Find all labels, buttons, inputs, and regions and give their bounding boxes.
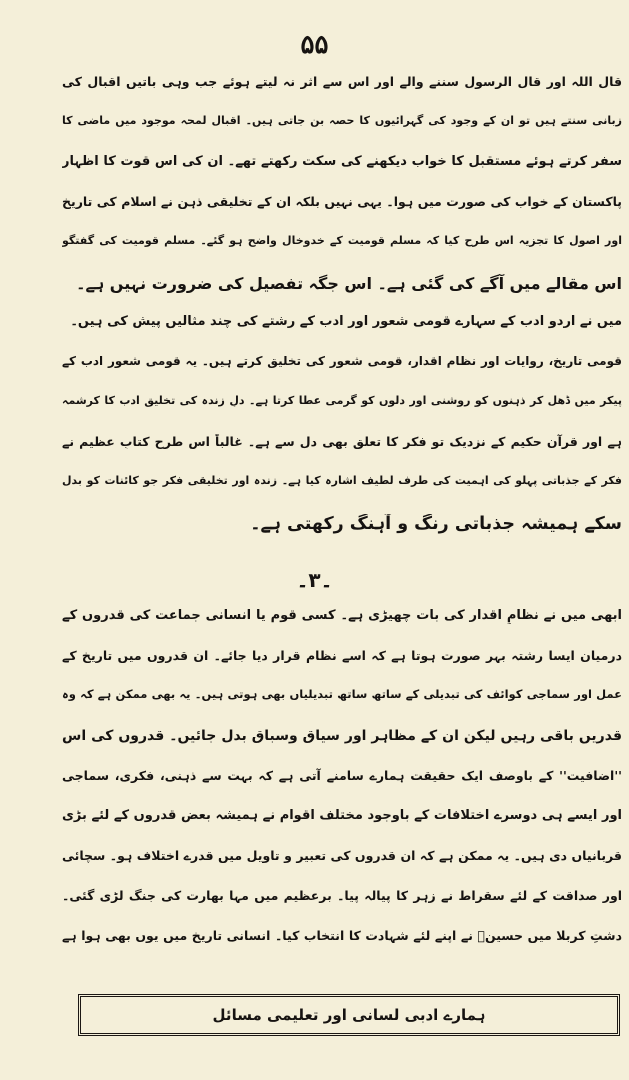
text-line: اور اصول کا تجزیہ اس طرح کیا کہ مسلم قومیت کے خدوخال واضح ہو گئے۔ مسلم قومیت کی گفتگو — [62, 234, 622, 247]
text-line: عمل اور سماجی کوائف کی تبدیلی کے ساتھ ساتھ تبدیلیاں بھی ہوتی ہیں۔ یہ بھی ممکن ہے کہ وہ — [62, 688, 622, 701]
text-line: اور ایسے ہی دوسرے اختلافات کے باوجود مختلف اقوام نے ہمیشہ بعض قدروں کے لئے بڑی — [62, 808, 622, 823]
text-line: قربانیاں دی ہیں۔ یہ ممکن ہے کہ ان قدروں کی تعبیر و تاویل میں قدرے اختلاف ہو۔ سچائی — [62, 848, 622, 863]
text-line: زبانی سنتے ہیں تو ان کے وجود کی گہرائیوں کا حصہ بن جاتی ہیں۔ اقبال لمحہ موجود میں ماضی کا — [62, 114, 622, 127]
text-line: ''اضافیت'' کے باوصف ایک حقیقت ہمارے سامنے آتی ہے کہ بہت سے ذہنی، فکری، سماجی — [62, 768, 622, 783]
text-line: اس مقالے میں آگے کی گئی ہے۔ اس جگہ تفصیل کی ضرورت نہیں ہے۔ — [76, 274, 622, 293]
text-line: فکر کے جذباتی پہلو کی اہمیت کی طرف لطیف اشارہ کیا ہے۔ زندہ اور تخلیقی فکر جو کائنات کو بدل — [62, 474, 622, 487]
text-line: میں نے اردو ادب کے سہارے قومی شعور اور ادب کے رشتے کی چند مثالیں پیش کی ہیں۔ — [70, 314, 622, 329]
text-line: دشتِ کربلا میں حسینؑ نے اپنے لئے شہادت کا انتخاب کیا۔ انسانی تاریخ میں یوں بھی ہوا ہے — [62, 928, 622, 943]
book-title-footer: ہمارے ادبی لسانی اور تعلیمی مسائل — [212, 1006, 486, 1024]
section-marker: ۔۳۔ — [296, 568, 333, 592]
text-line: سکے ہمیشہ جذباتی رنگ و آہنگ رکھتی ہے۔ — [250, 514, 622, 534]
text-line: ہے اور قرآن حکیم کے نزدیک تو فکر کا تعلق بھی دل سے ہے۔ غالباً اس طرح کتابِ عظیم نے — [62, 434, 622, 449]
text-line: قدریں باقی رہیں لیکن ان کے مظاہر اور سیاق وسباق بدل جائیں۔ قدروں کی اس — [62, 728, 622, 744]
text-line: پیکر میں ڈھل کر ذہنوں کو روشنی اور دلوں کو گرمی عطا کرتا ہے۔ دلِ زندہ کی تخلیق ادب کا کرشمہ — [62, 394, 622, 407]
text-line: قال اللہ اور قال الرسول سننے والے اور اس سے اثر نہ لیتے ہوئے جب وہی باتیں اقبال کی — [62, 74, 622, 89]
footer-box — [78, 994, 620, 1036]
text-line: قومی تاریخ، روایات اور نظام اقدار، قومی شعور کی تخلیق کرتے ہیں۔ یہ قومی شعور ادب کے — [62, 354, 622, 368]
text-line: ابھی میں نے نظامِ اقدار کی بات چھیڑی ہے۔ کسی قوم یا انسانی جماعت کی قدروں کے — [62, 608, 622, 623]
text-line: سفر کرتے ہوئے مستقبل کا خواب دیکھنے کی سکت رکھتے تھے۔ ان کی اس قوت کا اظہار — [62, 154, 622, 169]
text-line: اور صداقت کے لئے سقراط نے زہر کا پیالہ پیا۔ برعظیم میں مہا بھارت کی جنگ لڑی گئی۔ — [62, 888, 622, 903]
text-line: درمیان ایسا رشتہ بہر صورت ہوتا ہے کہ اسے نظام قرار دیا جائے۔ ان قدروں میں تاریخ کے — [62, 648, 622, 663]
page-number: ۵۵ — [300, 30, 329, 60]
text-line: پاکستان کے خواب کی صورت میں ہوا۔ یہی نہیں بلکہ ان کے تخلیقی ذہن نے اسلام کی تاریخ — [62, 194, 622, 209]
